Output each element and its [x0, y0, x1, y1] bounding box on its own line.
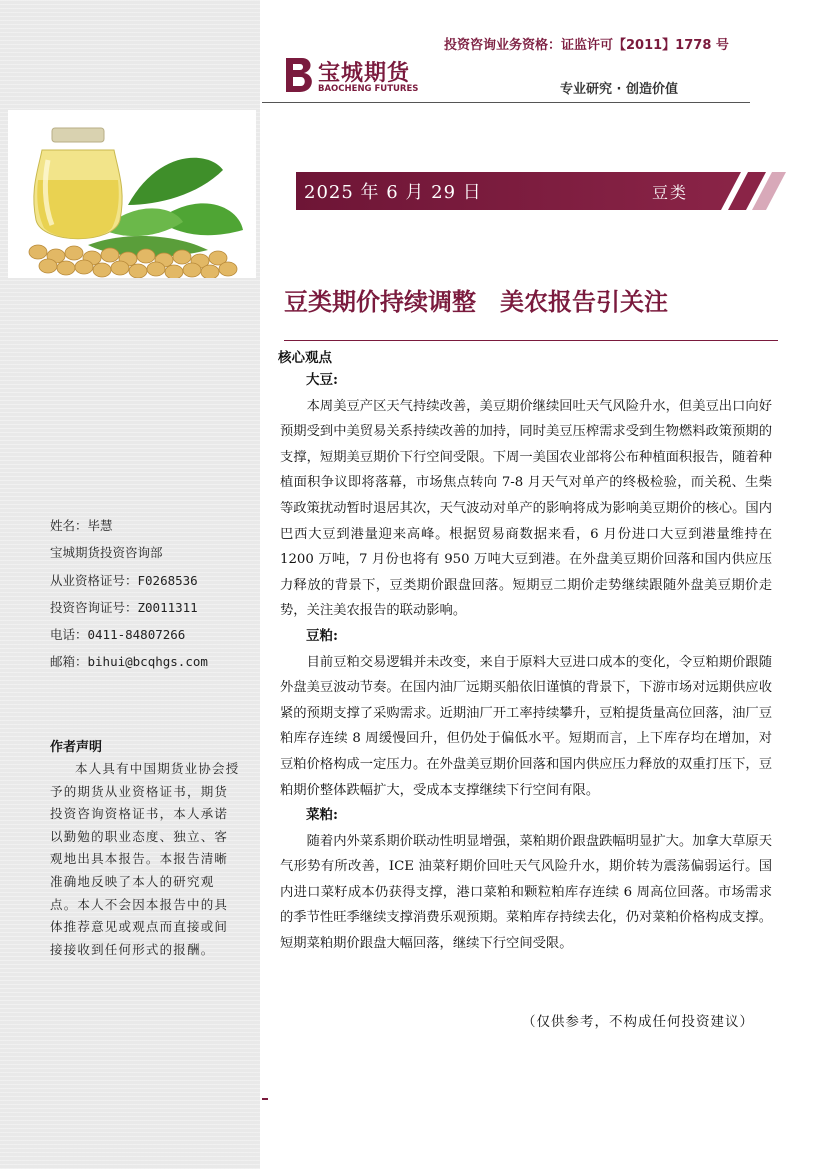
- declaration-title: 作者声明: [50, 740, 103, 755]
- title-divider: [284, 340, 778, 341]
- core-view-heading: 核心观点: [278, 350, 332, 366]
- report-content: [280, 368, 772, 957]
- section-body-soymeal: 目前豆粕交易逻辑并未改变，来自于原料大豆进口成本的变化，令豆粕期价跟随外盘美豆波动节奏。在国内油厂远期买船依旧谨慎的背景下，下游市场对远期供应收紧的预期支撑了采购需求。近期油厂开工率持续攀升，豆粕提货量高位回落，油厂豆粕库存连续 8 周缓慢回升，但仍处于偏低水平。短期而言，上下库存均在增加，对豆粕价格构成一定压力。在外盘美豆期价回落和国内供应压力释放的双重打压下，豆粕期价整体跌幅扩大，受成本支撑继续下行空间有限。: [280, 654, 772, 798]
- footer-mark: [262, 1098, 268, 1100]
- declaration-body: 本人具有中国期货业协会授予的期货从业资格证书，期货投资咨询资格证书，本人承诺以勤勉的职业态度、独立、客观地出具本报告。本报告清晰准确地反映了本人的研究观点。本人不会因本报告中的具体推荐意见或观点而直接或间接接收到任何形式的报酬。: [50, 761, 240, 957]
- author-email: 邮箱：bihui@bcqhgs.com: [50, 654, 208, 670]
- logo-english: BAOCHENG FUTURES: [318, 84, 419, 94]
- qualification-text: 投资咨询业务资格：证监许可【2011】1778 号: [444, 38, 729, 53]
- soybean-oil-illustration: [8, 110, 256, 278]
- author-license: 从业资格证号：F0268536: [50, 572, 198, 588]
- slogan: 专业研究 · 创造价值: [560, 82, 678, 97]
- section-body-rapemeal: 随着内外菜系期价联动性明显增强，菜粕期价跟盘跌幅明显扩大。加拿大草原天气形势有所改善，ICE 油菜籽期价回吐天气风险升水，期价转为震荡偏弱运行。国内进口菜籽成本仍获得支撑，港口菜粕和颗粒粕库存连续 6 周高位回落。市场需求的季节性旺季继续支撑消费乐观预期。菜粕库存持续去化，仍对菜粕价格构成支撑。短期菜粕期价跟盘大幅回落，继续下行空间受限。: [280, 833, 772, 952]
- author-consult-license: 投资咨询证号：Z0011311: [50, 599, 198, 615]
- report-category: 豆类: [652, 183, 689, 202]
- section-body-soybean: 本周美豆产区天气持续改善，美豆期价继续回吐天气风险升水，但美豆出口向好预期受到中美贸易关系持续改善的加持，同时美豆压榨需求受到生物燃料政策预期的支撑，短期美豆期价下行空间受限。下周一美国农业部将公布种植面积报告，随着种植面积争议即将落幕，市场焦点转向 7-8 月天气对单产的终极检验，而关税、生柴等政策扰动暂时退居其次，天气波动对单产的影响将成为影响美豆期价的核心。国内巴西大豆到港量迎来高峰。根据贸易商数据来看，6 月份进口大豆到港量维持在 1200 万吨，7 月份也将有 950 万吨大豆到港。在外盘美豆期价回落和国内供应压力释放的背景下，豆类期价跟盘回落。短期豆二期价走势继续跟随外盘美豆期价走势，关注美农报告的联动影响。: [280, 398, 772, 619]
- author-phone: 电话：0411-84807266: [50, 627, 186, 643]
- report-date: 2025 年 6 月 29 日: [304, 182, 482, 203]
- sidebar: [0, 0, 260, 1169]
- author-info: [50, 512, 208, 676]
- author-department: 宝城期货投资咨询部: [50, 545, 163, 561]
- header-divider: [262, 102, 750, 103]
- disclaimer: （仅供参考，不构成任何投资建议）: [522, 1014, 754, 1030]
- section-heading-soybean: 大豆:: [306, 372, 338, 388]
- report-title: 豆类期价持续调整 美农报告引关注: [284, 288, 668, 316]
- section-heading-rapemeal: 菜粕:: [306, 807, 338, 824]
- soybean-oil-photo: [8, 110, 256, 278]
- section-heading-soymeal: 豆粕:: [306, 627, 338, 644]
- logo-chinese: 宝城期货: [318, 61, 411, 86]
- author-name: 姓名：毕慧: [50, 518, 113, 533]
